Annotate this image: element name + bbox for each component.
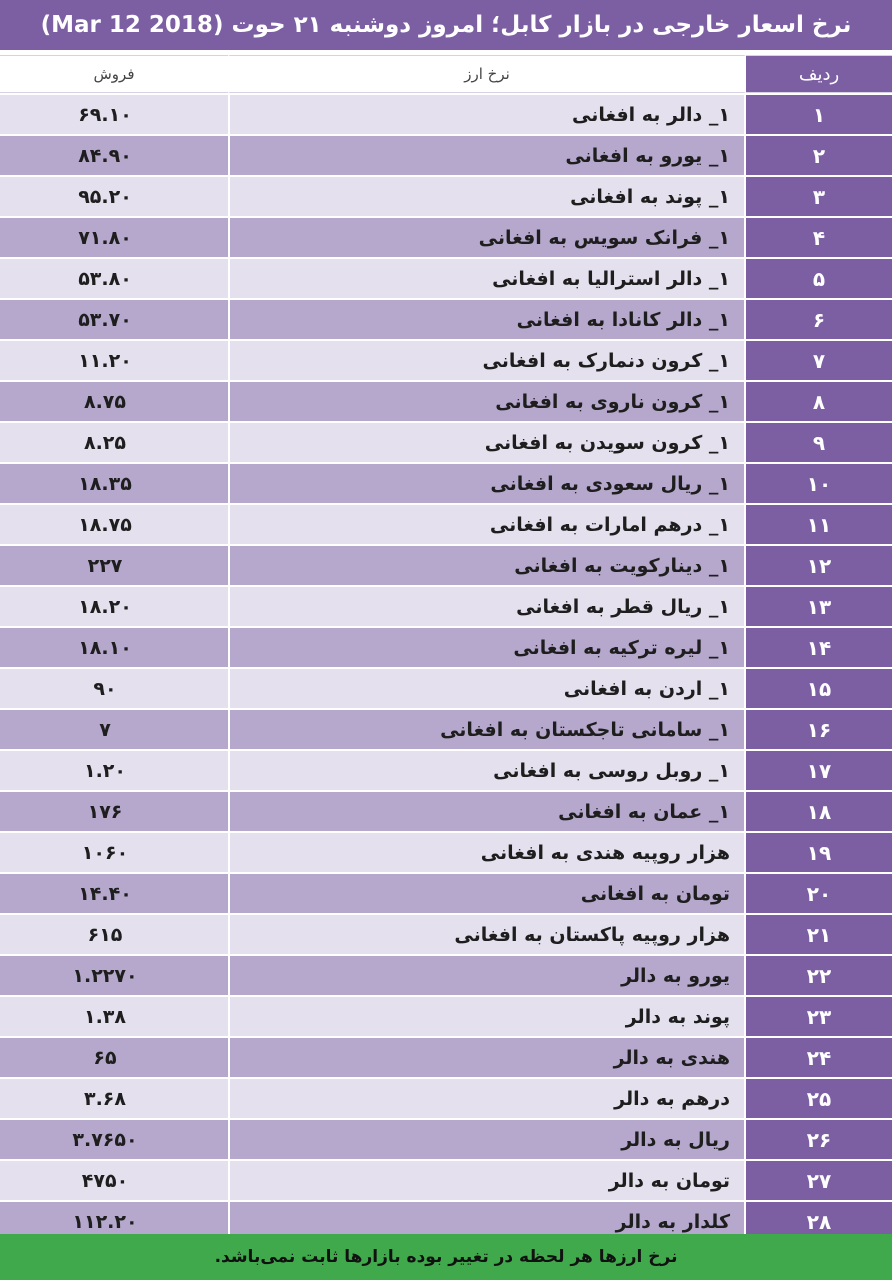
currency-cell: ۱_ عمان به افغانی	[228, 792, 746, 831]
sell-cell: ۸.۷۵	[0, 382, 228, 421]
table-row	[0, 628, 892, 667]
index-cell: ۲۸	[746, 1202, 892, 1241]
sell-cell: ۴۷۵۰	[0, 1161, 228, 1200]
table-row	[0, 833, 892, 872]
currency-cell: هزار روپیه پاکستان به افغانی	[228, 915, 746, 954]
currency-cell: ۱_ ریال قطر به افغانی	[228, 587, 746, 626]
currency-cell: تومان به دالر	[228, 1161, 746, 1200]
currency-cell: ۱_ اردن به افغانی	[228, 669, 746, 708]
table-row	[0, 505, 892, 544]
sell-cell: ۳.۷۶۵۰	[0, 1120, 228, 1159]
header-currency: نرخ ارز	[228, 55, 746, 93]
sell-cell: ۳.۶۸	[0, 1079, 228, 1118]
sell-cell: ۶۹.۱۰	[0, 95, 228, 134]
sell-cell: ۹۰	[0, 669, 228, 708]
index-cell: ۶	[746, 300, 892, 339]
sell-cell: ۶۵	[0, 1038, 228, 1077]
sell-cell: ۱۴.۴۰	[0, 874, 228, 913]
currency-cell: ۱_ دالر استرالیا به افغانی	[228, 259, 746, 298]
sell-cell: ۱۸.۱۰	[0, 628, 228, 667]
index-cell: ۳	[746, 177, 892, 216]
currency-cell: ۱_ دینارکویت به افغانی	[228, 546, 746, 585]
currency-cell: ۱_ پوند به افغانی	[228, 177, 746, 216]
currency-cell: ۱_ کرون دنمارک به افغانی	[228, 341, 746, 380]
currency-cell: ۱_ سامانی تاجکستان به افغانی	[228, 710, 746, 749]
index-cell: ۲۴	[746, 1038, 892, 1077]
currency-cell: ۱_ کرون سویدن به افغانی	[228, 423, 746, 462]
currency-cell: ۱_ کرون ناروی به افغانی	[228, 382, 746, 421]
sell-cell: ۸۴.۹۰	[0, 136, 228, 175]
header-index: ردیف	[746, 55, 892, 93]
sell-cell: ۵۳.۸۰	[0, 259, 228, 298]
table-row	[0, 1161, 892, 1200]
index-cell: ۱۱	[746, 505, 892, 544]
header-sell: فروش	[0, 55, 228, 93]
currency-cell: پوند به دالر	[228, 997, 746, 1036]
currency-cell: ۱_ دالر به افغانی	[228, 95, 746, 134]
table-row	[0, 587, 892, 626]
table-row	[0, 423, 892, 462]
table-row	[0, 792, 892, 831]
index-cell: ۱۵	[746, 669, 892, 708]
table-row	[0, 218, 892, 257]
index-cell: ۸	[746, 382, 892, 421]
sell-cell: ۲۲۷	[0, 546, 228, 585]
currency-cell: ریال به دالر	[228, 1120, 746, 1159]
sell-cell: ۱.۲۲۷۰	[0, 956, 228, 995]
exchange-rate-table	[0, 53, 892, 1243]
currency-cell: درهم به دالر	[228, 1079, 746, 1118]
table-row	[0, 95, 892, 134]
sell-cell: ۱۰۶۰	[0, 833, 228, 872]
index-cell: ۲	[746, 136, 892, 175]
sell-cell: ۱۷۶	[0, 792, 228, 831]
sell-cell: ۱۸.۳۵	[0, 464, 228, 503]
sell-cell: ۷	[0, 710, 228, 749]
sell-cell: ۱۸.۲۰	[0, 587, 228, 626]
sell-cell: ۱۱.۲۰	[0, 341, 228, 380]
table-row	[0, 1079, 892, 1118]
currency-cell: ۱_ درهم امارات به افغانی	[228, 505, 746, 544]
currency-cell: ۱_ روبل روسی به افغانی	[228, 751, 746, 790]
sell-cell: ۹۵.۲۰	[0, 177, 228, 216]
table-row	[0, 259, 892, 298]
table-row	[0, 464, 892, 503]
table-header-row	[0, 55, 892, 93]
currency-cell: کلدار به دالر	[228, 1202, 746, 1241]
currency-cell: ۱_ یورو به افغانی	[228, 136, 746, 175]
currency-cell: ۱_ فرانک سویس به افغانی	[228, 218, 746, 257]
table-row	[0, 341, 892, 380]
currency-cell: تومان به افغانی	[228, 874, 746, 913]
sell-cell: ۱۸.۷۵	[0, 505, 228, 544]
currency-cell: ۱_ ریال سعودی به افغانی	[228, 464, 746, 503]
index-cell: ۷	[746, 341, 892, 380]
index-cell: ۲۱	[746, 915, 892, 954]
table-row	[0, 546, 892, 585]
currency-cell: هندی به دالر	[228, 1038, 746, 1077]
table-row	[0, 710, 892, 749]
index-cell: ۲۳	[746, 997, 892, 1036]
index-cell: ۱۰	[746, 464, 892, 503]
footer-note: نرخ ارزها هر لحظه در تغییر بوده بازارها ثابت نمی‌باشد.	[0, 1234, 892, 1280]
index-cell: ۴	[746, 218, 892, 257]
index-cell: ۲۶	[746, 1120, 892, 1159]
index-cell: ۱۳	[746, 587, 892, 626]
currency-cell: یورو به دالر	[228, 956, 746, 995]
sell-cell: ۷۱.۸۰	[0, 218, 228, 257]
index-cell: ۱۶	[746, 710, 892, 749]
table-row	[0, 956, 892, 995]
table-row	[0, 915, 892, 954]
table-row	[0, 669, 892, 708]
table-row	[0, 382, 892, 421]
index-cell: ۱	[746, 95, 892, 134]
index-cell: ۲۵	[746, 1079, 892, 1118]
table-row	[0, 136, 892, 175]
table-body	[0, 95, 892, 1241]
index-cell: ۱۴	[746, 628, 892, 667]
sell-cell: ۶۱۵	[0, 915, 228, 954]
table-row	[0, 300, 892, 339]
table-row	[0, 177, 892, 216]
page-title: نرخ اسعار خارجی در بازار کابل؛ امروز دوشنبه ۲۱ حوت (Mar 12 2018)	[0, 0, 892, 52]
table-row	[0, 997, 892, 1036]
index-cell: ۲۲	[746, 956, 892, 995]
table-row	[0, 874, 892, 913]
index-cell: ۲۰	[746, 874, 892, 913]
sell-cell: ۱.۲۰	[0, 751, 228, 790]
index-cell: ۱۹	[746, 833, 892, 872]
index-cell: ۱۷	[746, 751, 892, 790]
sell-cell: ۵۳.۷۰	[0, 300, 228, 339]
index-cell: ۹	[746, 423, 892, 462]
table-row	[0, 1120, 892, 1159]
index-cell: ۲۷	[746, 1161, 892, 1200]
table-row	[0, 751, 892, 790]
table-row	[0, 1038, 892, 1077]
currency-cell: ۱_ لیره ترکیه به افغانی	[228, 628, 746, 667]
currency-cell: هزار روپیه هندی به افغانی	[228, 833, 746, 872]
sell-cell: ۱۱۲.۲۰	[0, 1202, 228, 1241]
index-cell: ۱۲	[746, 546, 892, 585]
sell-cell: ۸.۲۵	[0, 423, 228, 462]
index-cell: ۱۸	[746, 792, 892, 831]
index-cell: ۵	[746, 259, 892, 298]
currency-cell: ۱_ دالر کانادا به افغانی	[228, 300, 746, 339]
sell-cell: ۱.۳۸	[0, 997, 228, 1036]
